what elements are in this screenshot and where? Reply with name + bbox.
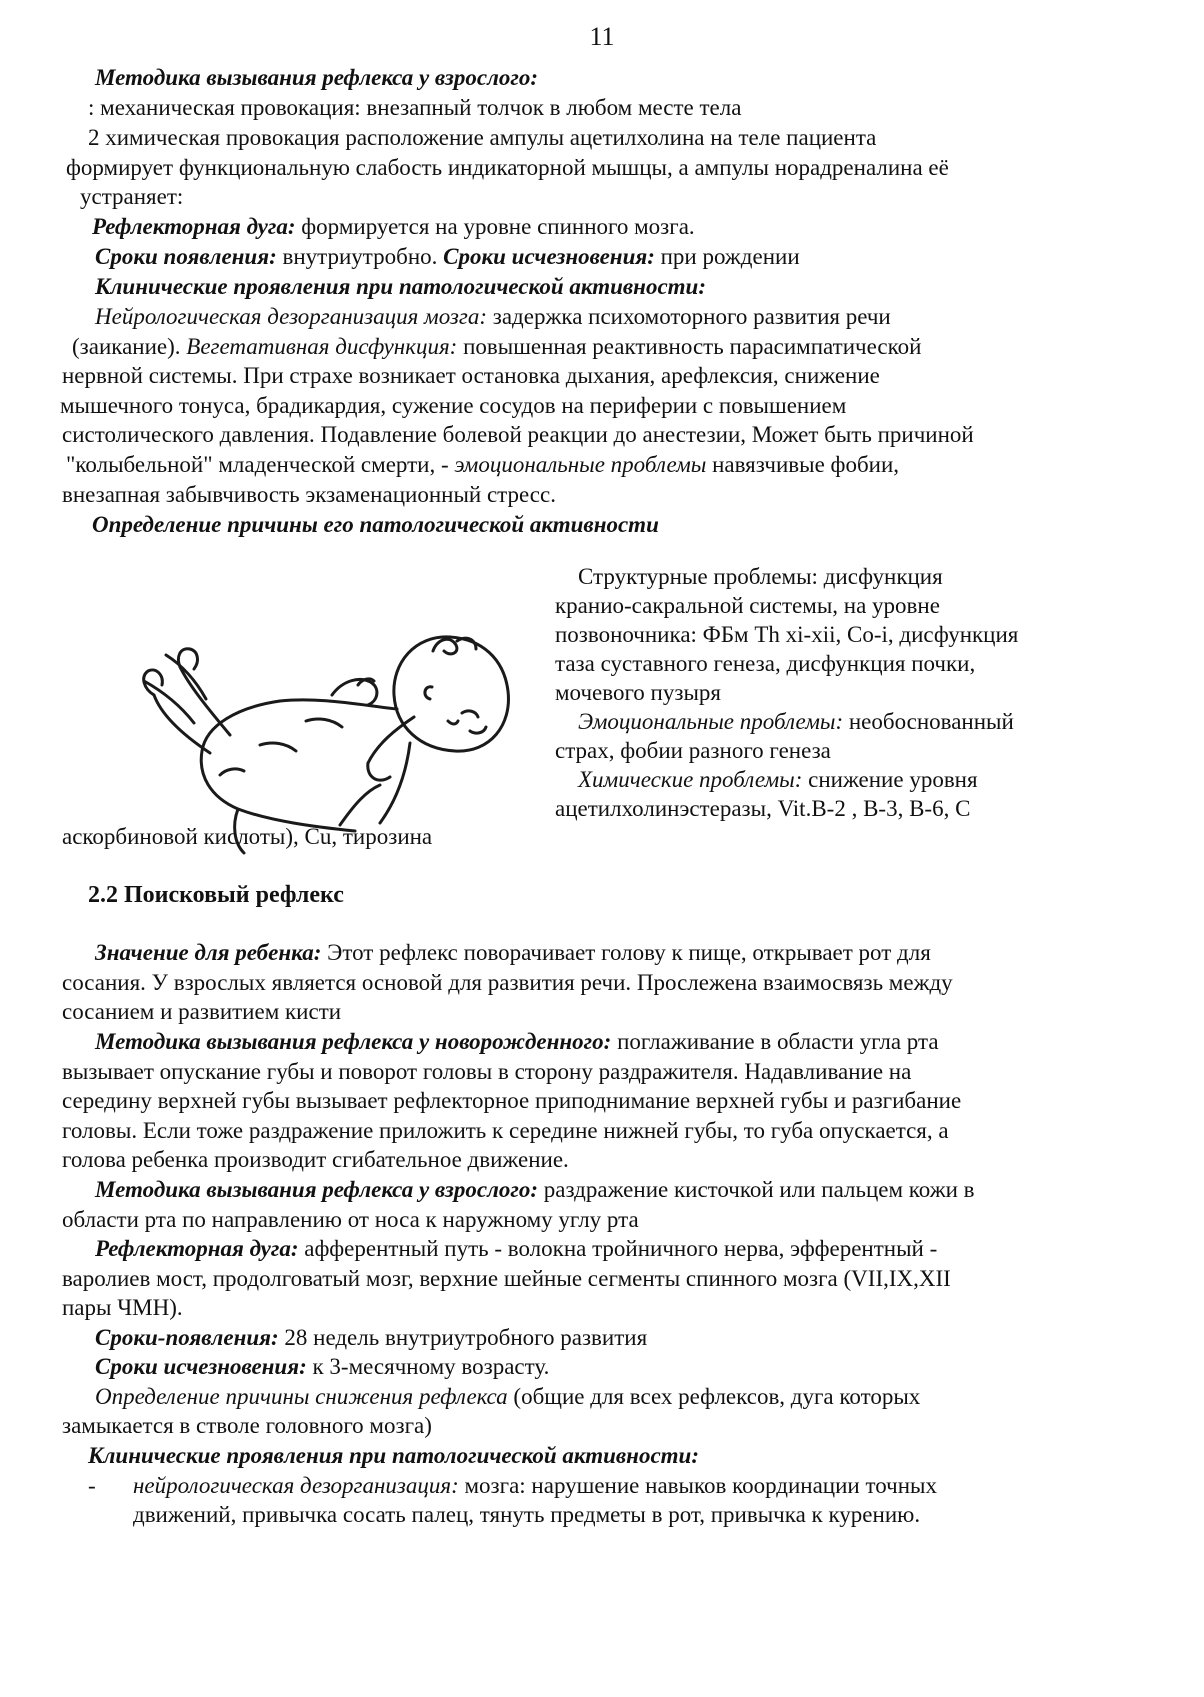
text-span: вызывает опускание губы и поворот головы в сторону раздражителя. Надавливание на [62,1059,912,1084]
text-line [95,1027,939,1057]
text-line [62,1057,911,1087]
disappearance-label: Сроки исчезновения: [443,244,655,269]
text-line [62,420,974,450]
text-line [88,123,876,153]
text-line [62,1411,432,1441]
clinical-label-2: Клинические проявления при патологической активности: [88,1443,699,1468]
adult-method-label: Методика вызывания рефлекса у взрослого: [95,65,539,90]
text-line [66,450,899,480]
text-span: внезапная забывчивость экзаменационный стресс. [62,482,556,507]
text-span: афферентный путь - волокна тройничного нерва, эфферентный - [298,1236,938,1261]
disappearance-text: при рождении [654,244,800,269]
side-text: страх, фобии разного генеза [555,738,831,763]
text-span: устраняет: [80,184,184,209]
text-line [62,361,880,391]
text-line [62,997,341,1027]
list-item [88,1471,937,1501]
text-span: формирует функциональную слабость индикаторной мышцы, а ампулы норадреналина её [66,155,949,180]
side-line [578,765,978,795]
clinical-label: Клинические проявления при патологической активности: [95,274,706,299]
text-line [62,1086,961,1116]
neuro-label: Нейрологическая дезорганизация мозга: [95,304,488,329]
text-span: 28 недель внутриутробного развития [278,1325,648,1350]
text-span: пары ЧМН). [62,1295,183,1320]
text-span: : механическая провокация: внезапный толчок в любом месте тела [88,95,742,120]
side-text: кранио-сакральной системы, на уровне [555,593,940,618]
adult-method-label-2: Методика вызывания рефлекса у взрослого: [95,1177,539,1202]
text-line [66,153,949,183]
text-span: к 3-месячному возрасту. [306,1354,550,1379]
text-span: навязчивые фобии, [706,452,900,477]
text-line [62,822,432,852]
text-line [62,480,556,510]
text-line [80,182,183,212]
appearance-label-2: Сроки-появления: [95,1325,279,1350]
newborn-method-label: Методика вызывания рефлекса у новорожденного: [95,1029,612,1054]
text-line [62,1116,949,1146]
side-emotional-label: Эмоциональные проблемы: [578,709,844,734]
text-span: "колыбельной" младенческой смерти, - [66,452,455,477]
text-span: задержка психомоторного развития речи [487,304,891,329]
vegetative-label: Вегетативная дисфункция: [186,334,458,359]
text-span: поглаживание в области угла рта [611,1029,939,1054]
text-span: систолического давления. Подавление болевой реакции до анестезии, Может быть причиной [62,422,974,447]
cause-heading [92,510,659,540]
text-line [95,1382,920,1412]
appearance-text: внутриутробно. [276,244,444,269]
list-item-content [133,1471,937,1501]
side-text: необоснованный [843,709,1014,734]
side-text: таза суставного генеза, дисфункция почки, [555,651,976,676]
side-line [555,591,940,621]
side-text: Структурные проблемы: дисфункция [578,564,943,589]
cause-label: Определение причины его патологической активности [92,512,659,537]
side-text: мочевого пузыря [555,680,721,705]
text-line [95,1175,975,1205]
side-text: ацетилхолинэстеразы, Vit.B-2 , B-3, B-6, C [555,796,971,821]
text-span: мышечного тонуса, брадикардия, сужение сосудов на периферии с повышением [60,393,847,418]
text-span: голова ребенка производит сгибательное движение. [62,1147,569,1172]
side-line [578,562,943,592]
text-line [95,1234,937,1264]
text-line [62,1264,951,1294]
side-line [555,620,1018,650]
text-span: сосанием и развитием кисти [62,999,342,1024]
text-line [60,391,846,421]
timing-line [95,242,800,272]
reflex-arc-label: Рефлекторная дуга: [92,214,296,239]
text-span: мозга: нарушение навыков координации точных [458,1473,937,1498]
meaning-label: Значение для ребенка: [95,940,322,965]
text-span: (общие для всех рефлексов, дуга которых [507,1384,921,1409]
text-span: сосания. У взрослых является основой для развития речи. Прослежена взаимосвязь между [62,970,953,995]
appearance-label: Сроки появления: [95,244,277,269]
page-number: 11 [589,22,615,51]
text-span: варолиев мост, продолговатый мозг, верхние шейные сегменты спинного мозга (VII,IX,XII [62,1266,951,1291]
text-line [133,1500,920,1530]
side-chemical-label: Химические проблемы: [578,767,803,792]
disappearance-label-2: Сроки исчезновения: [95,1354,307,1379]
adult-method-heading [95,63,538,93]
text-span: головы. Если тоже раздражение приложить к середине нижней губы, то губа опускается, а [62,1118,949,1143]
text-span: Этот рефлекс поворачивает голову к пище, открывает рот для [321,940,931,965]
side-line [555,649,975,679]
text-line [95,1352,549,1382]
emotional-label: эмоциональные проблемы [454,452,707,477]
text-line [62,968,953,998]
text-span: (заикание). [72,334,187,359]
text-line [62,1293,183,1323]
text-line [72,332,921,362]
text-span: повышенная реактивность парасимпатической [457,334,922,359]
text-span: 2 химическая провокация расположение ампулы ацетилхолина на теле пациента [88,125,877,150]
text-line [95,302,891,332]
side-line [555,794,970,824]
side-text: позвоночника: ФБм Th xi-xii, Co-i, дисфункция [555,622,1019,647]
text-line [88,93,741,123]
text-span: аскорбиновой кислоты), Cu, тирозина [62,824,433,849]
text-span: области рта по направлению от носа к наружному углу рта [62,1207,639,1232]
text-span: движений, привычка сосать палец, тянуть предметы в рот, привычка к курению. [133,1502,921,1527]
text-span: нервной системы. При страхе возникает остановка дыхания, арефлексия, снижение [62,363,880,388]
list-dash: - [88,1473,96,1498]
section-heading: 2.2 Поисковый рефлекс [88,882,344,908]
cause-decrease-label: Определение причины снижения рефлекса [95,1384,508,1409]
clinical-heading-2 [88,1441,699,1471]
text-span: замыкается в стволе головного мозга) [62,1413,432,1438]
text-line [95,938,931,968]
neuro-disorg-label: нейрологическая дезорганизация: [133,1473,459,1498]
side-line [578,707,1014,737]
reflex-arc-text: формируется на уровне спинного мозга. [295,214,695,239]
text-line [95,1323,647,1353]
side-line [555,736,831,766]
side-text: снижение уровня [802,767,978,792]
text-line [62,1145,569,1175]
text-span: раздражение кисточкой или пальцем кожи в [538,1177,975,1202]
text-span: середину верхней губы вызывает рефлекторное приподнимание верхней губы и разгибание [62,1088,962,1113]
reflex-arc-label-2: Рефлекторная дуга: [95,1236,299,1261]
reflex-arc-line [92,212,695,242]
side-line [555,678,721,708]
clinical-heading [95,272,706,302]
text-line [62,1205,639,1235]
